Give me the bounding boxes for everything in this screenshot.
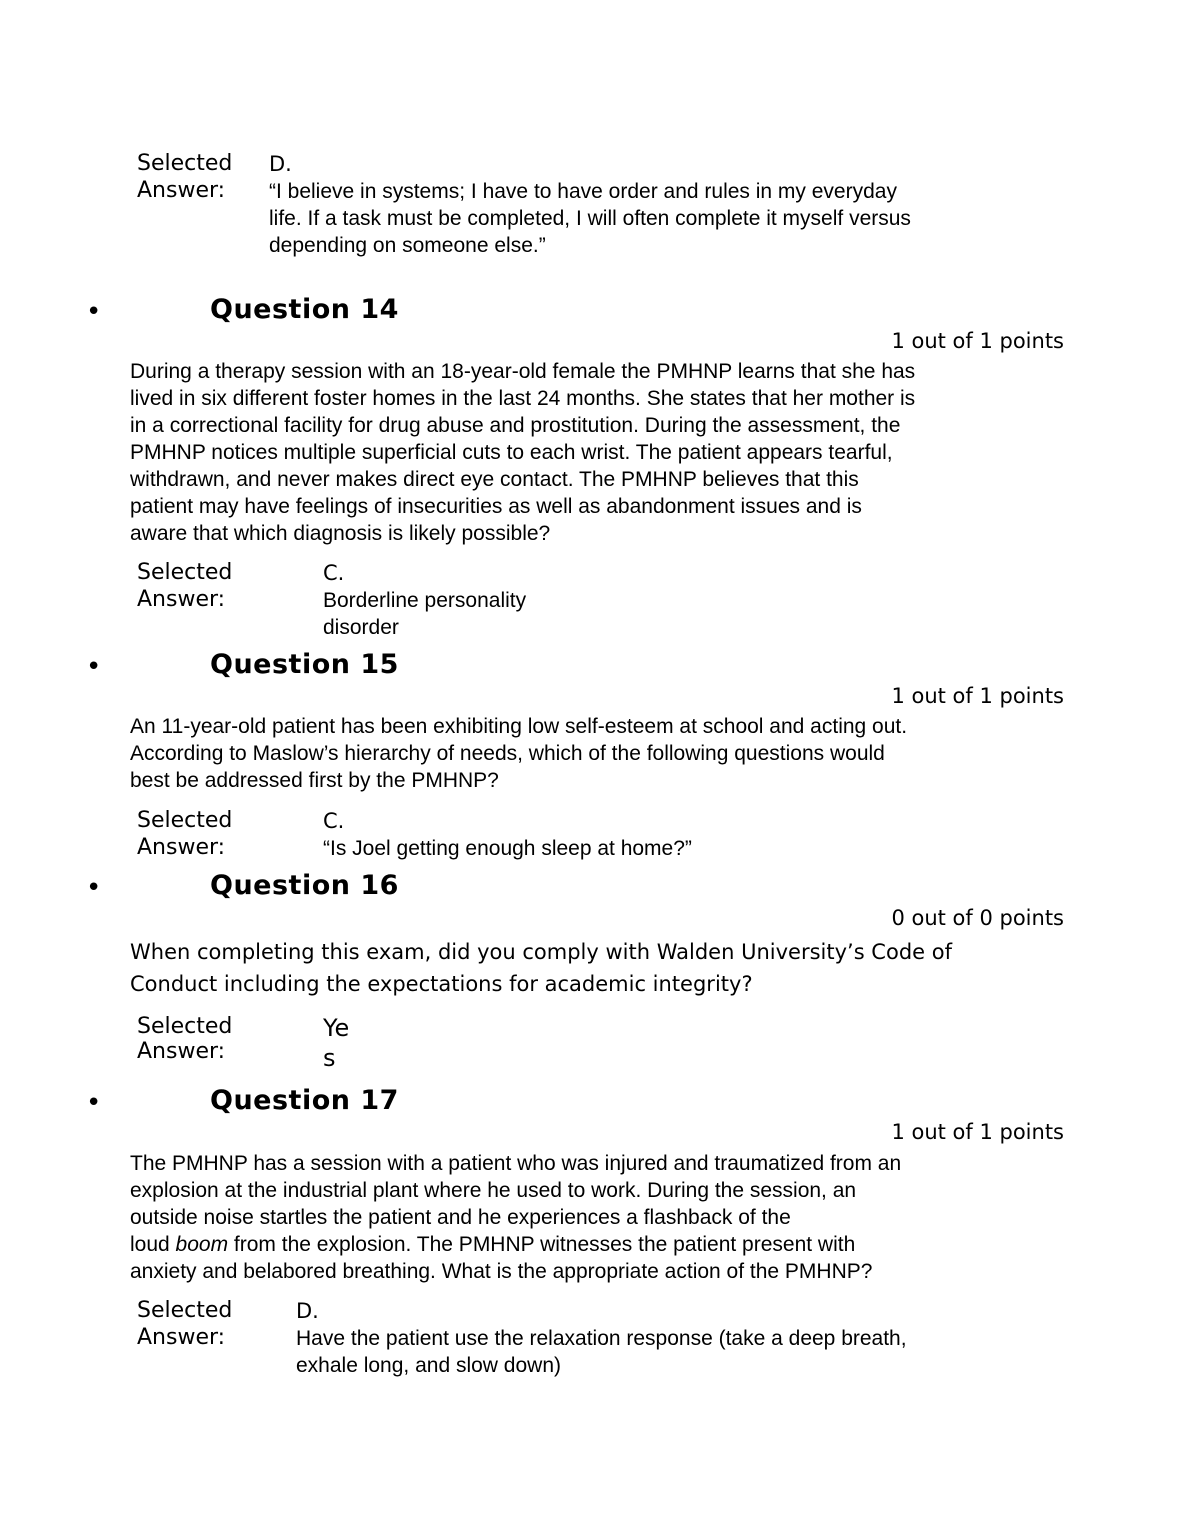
answer-letter: C. bbox=[323, 809, 345, 833]
question-line: withdrawn, and never makes direct eye contact. The PMHNP believes that this bbox=[130, 468, 859, 491]
answer-line: disorder bbox=[323, 616, 399, 639]
bullet: • bbox=[86, 297, 102, 327]
question-line: PMHNP notices multiple superficial cuts to each wrist. The patient appears tearful, bbox=[130, 441, 893, 464]
selected-answer-label: Selected Answer: bbox=[137, 560, 233, 612]
selected-answer-label: Selected Answer: bbox=[137, 808, 233, 860]
question-points: 1 out of 1 points bbox=[891, 684, 1064, 708]
question-line: Conduct including the expectations for academic integrity? bbox=[130, 972, 753, 996]
answer-line: exhale long, and slow down) bbox=[296, 1354, 562, 1377]
emphasis-boom: boom bbox=[175, 1233, 229, 1256]
question-line bbox=[130, 1231, 1010, 1258]
selected-answer-label: Selected Answer: bbox=[137, 1014, 233, 1064]
answer-line: life. If a task must be completed, I will often complete it myself versus bbox=[269, 207, 911, 230]
question-title: Question 14 bbox=[210, 294, 399, 325]
question-line: The PMHNP has a session with a patient who was injured and traumatized from an bbox=[130, 1152, 902, 1175]
question-line: anxiety and belabored breathing. What is the appropriate action of the PMHNP? bbox=[130, 1260, 873, 1283]
question-line: best be addressed first by the PMHNP? bbox=[130, 769, 499, 792]
question-line: outside noise startles the patient and he experiences a flashback of the bbox=[130, 1206, 791, 1229]
question-line: An 11-year-old patient has been exhibiting low self-esteem at school and acting out. bbox=[130, 715, 908, 738]
question-text bbox=[130, 713, 1010, 794]
answer-line: depending on someone else.” bbox=[269, 234, 546, 257]
question-text bbox=[130, 1150, 1010, 1285]
answer-text bbox=[323, 1013, 349, 1073]
question-line: lived in six different foster homes in the last 24 months. She states that her mother is bbox=[130, 387, 916, 410]
answer-text bbox=[323, 587, 526, 641]
question-line: According to Maslow’s hierarchy of needs, which of the following questions would bbox=[130, 742, 885, 765]
answer-line: Ye bbox=[323, 1014, 350, 1042]
answer-line: Borderline personality bbox=[323, 589, 527, 612]
text-run: from the explosion. The PMHNP witnesses the patient present with bbox=[228, 1233, 856, 1256]
question-line: aware that which diagnosis is likely possible? bbox=[130, 522, 551, 545]
answer-letter: D. bbox=[296, 1299, 319, 1323]
question-points: 0 out of 0 points bbox=[891, 906, 1064, 930]
question-title: Question 16 bbox=[210, 870, 399, 901]
question-points: 1 out of 1 points bbox=[891, 329, 1064, 353]
selected-answer-label: Selected Answer: bbox=[137, 151, 233, 203]
answer-text bbox=[269, 178, 911, 259]
question-title: Question 15 bbox=[210, 649, 399, 680]
bullet: • bbox=[86, 652, 102, 682]
question-text bbox=[130, 358, 1010, 547]
bullet: • bbox=[86, 873, 102, 903]
question-line: When completing this exam, did you comply with Walden University’s Code of bbox=[130, 940, 952, 964]
answer-line: Have the patient use the relaxation response (take a deep breath, bbox=[296, 1327, 907, 1350]
answer-line: “Is Joel getting enough sleep at home?” bbox=[323, 837, 692, 860]
bullet: • bbox=[86, 1088, 102, 1118]
answer-text bbox=[323, 835, 692, 862]
answer-letter: D. bbox=[269, 152, 292, 176]
question-line: During a therapy session with an 18-year-old female the PMHNP learns that she has bbox=[130, 360, 916, 383]
question-line: patient may have feelings of insecurities as well as abandonment issues and is bbox=[130, 495, 862, 518]
answer-line: “I believe in systems; I have to have order and rules in my everyday bbox=[269, 180, 897, 203]
question-line: explosion at the industrial plant where he used to work. During the session, an bbox=[130, 1179, 857, 1202]
question-title: Question 17 bbox=[210, 1085, 399, 1116]
question-line: in a correctional facility for drug abuse and prostitution. During the assessment, the bbox=[130, 414, 901, 437]
question-text bbox=[130, 936, 1030, 1000]
selected-answer-label: Selected Answer: bbox=[137, 1298, 233, 1350]
answer-letter: C. bbox=[323, 561, 345, 585]
question-points: 1 out of 1 points bbox=[891, 1120, 1064, 1144]
answer-text bbox=[296, 1325, 907, 1379]
answer-line: s bbox=[323, 1044, 336, 1072]
text-run: loud bbox=[130, 1233, 176, 1256]
